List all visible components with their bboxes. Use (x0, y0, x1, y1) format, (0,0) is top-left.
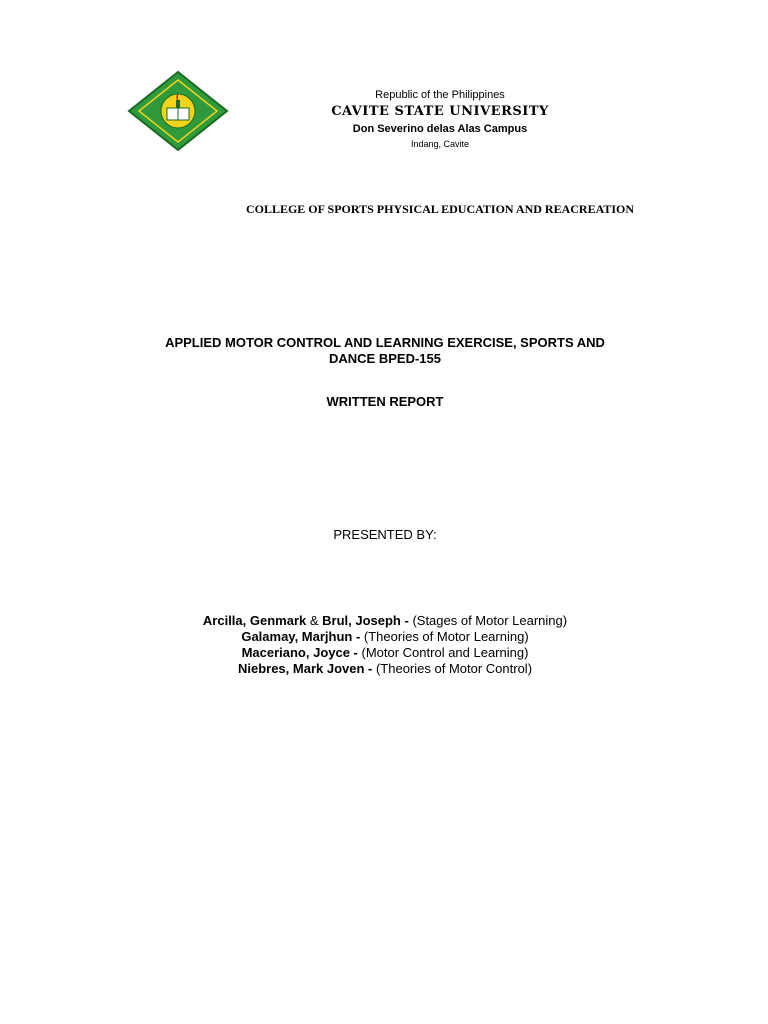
presenter-topic: (Theories of Motor Control) (372, 661, 533, 676)
presenter-name: Galamay, Marjhun - (241, 629, 361, 644)
report-type: WRITTEN REPORT (326, 394, 444, 409)
presenter-name: Niebres, Mark Joven - (237, 661, 373, 676)
presenter-row (100, 645, 670, 661)
presented-by-label: PRESENTED BY: (333, 527, 437, 542)
presenter-topic: (Theories of Motor Learning) (360, 629, 529, 644)
presenter-joiner: & (306, 613, 323, 628)
presenter-row (100, 661, 670, 677)
presenter-name: Arcilla, Genmark (202, 613, 307, 628)
republic-line: Republic of the Philippines (375, 89, 505, 101)
course-title-line-2: DANCE BPED-155 (329, 351, 441, 366)
presenter-topic: (Motor Control and Learning) (357, 645, 529, 660)
campus-location: Indang, Cavite (410, 139, 470, 149)
university-name: CAVITE STATE UNIVERSITY (331, 104, 549, 119)
presenter-name: Brul, Joseph - (322, 613, 409, 628)
presenter-row (100, 629, 670, 645)
course-title-line-1: APPLIED MOTOR CONTROL AND LEARNING EXERCISE, SPORTS AND (165, 335, 605, 350)
presenter-topic: (Stages of Motor Learning) (408, 613, 568, 628)
presenter-list (100, 613, 670, 677)
course-title (120, 335, 650, 367)
presenter-name: Maceriano, Joyce - (241, 645, 358, 660)
presenter-row (100, 613, 670, 629)
university-seal-logo (127, 70, 229, 152)
college-name: COLLEGE OF SPORTS PHYSICAL EDUCATION AND REACREATION (245, 202, 635, 216)
campus-name: Don Severino delas Alas Campus (352, 123, 528, 135)
